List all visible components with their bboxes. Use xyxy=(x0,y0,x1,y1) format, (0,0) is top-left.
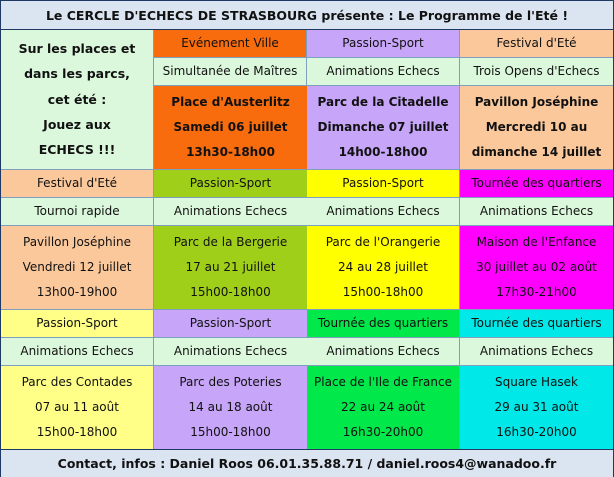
event-place: Maison de l'Enfance xyxy=(476,235,597,249)
event-details xyxy=(460,366,613,449)
event-header: Passion-Sport xyxy=(307,30,460,58)
event-details xyxy=(154,226,307,310)
event-date: 14 au 18 août xyxy=(188,400,273,414)
intro-line: ECHECS !!! xyxy=(38,142,116,158)
event-date: Dimanche 07 juillet xyxy=(317,120,449,134)
event-date: 07 au 11 août xyxy=(35,400,119,414)
event-type: Simultanée de Maîtres xyxy=(154,58,307,86)
event-place: Parc de l'Orangerie xyxy=(325,235,441,249)
event-header: Passion-Sport xyxy=(1,310,154,338)
intro-line: Sur les places et xyxy=(18,40,136,56)
program-grid xyxy=(1,30,613,449)
event-place: Place d'Austerlitz xyxy=(171,95,290,109)
event-hours: 15h00-18h00 xyxy=(190,285,271,299)
event-type: Trois Opens d'Echecs xyxy=(460,58,613,86)
event-type: Animations Echecs xyxy=(460,338,613,366)
event-details xyxy=(307,86,460,170)
event-hours: 14h00-18h00 xyxy=(338,145,428,159)
event-date: Mercredi 10 au xyxy=(485,120,588,134)
event-type: Animations Echecs xyxy=(307,58,460,86)
contact-footer: Contact, infos : Daniel Roos 06.01.35.88.71 / daniel.roos4@wanadoo.fr xyxy=(1,449,613,477)
event-hours: 17h30-21h00 xyxy=(496,285,577,299)
intro-line: dans les parcs, xyxy=(24,66,130,82)
event-date: Samedi 06 juillet xyxy=(173,120,288,134)
event-place: Parc des Contades xyxy=(21,375,133,389)
event-header: Passion-Sport xyxy=(154,310,307,338)
event-place: Pavillon Joséphine xyxy=(23,235,131,249)
event-details xyxy=(307,366,460,449)
event-date: 29 au 31 août xyxy=(494,400,579,414)
event-hours: 13h30-18h00 xyxy=(186,145,275,159)
event-header: Passion-Sport xyxy=(307,170,460,198)
event-details xyxy=(1,366,154,449)
event-date: 22 au 24 août xyxy=(341,400,425,414)
event-details xyxy=(460,226,613,310)
event-place: Place de l'Ile de France xyxy=(314,375,452,389)
event-date: 17 au 21 juillet xyxy=(185,260,276,274)
event-hours: 15h00-18h00 xyxy=(342,285,424,299)
event-hours: 13h00-19h00 xyxy=(36,285,118,299)
event-header: Evénement Ville xyxy=(154,30,307,58)
event-type: Animations Echecs xyxy=(460,198,613,226)
event-place: Parc des Poteries xyxy=(179,375,282,389)
event-header: Passion-Sport xyxy=(154,170,307,198)
event-place: Parc de la Citadelle xyxy=(317,95,449,109)
event-date: 30 juillet au 02 août xyxy=(476,260,597,274)
event-details xyxy=(154,366,307,449)
event-details xyxy=(154,86,307,170)
event-type: Animations Echecs xyxy=(307,198,460,226)
event-date: Vendredi 12 juillet xyxy=(22,260,132,274)
intro-line: Jouez aux xyxy=(43,117,111,133)
event-header: Festival d'Eté xyxy=(1,170,154,198)
event-type: Animations Echecs xyxy=(154,198,307,226)
event-header: Tournée des quartiers xyxy=(460,310,613,338)
event-details xyxy=(460,86,613,170)
event-hours: dimanche 14 juillet xyxy=(471,145,602,159)
event-details xyxy=(307,226,460,310)
event-place: Pavillon Joséphine xyxy=(474,95,599,109)
page-title: Le CERCLE D'ECHECS DE STRASBOURG présente : Le Programme de l'Eté ! xyxy=(1,1,613,30)
event-date: 24 au 28 juillet xyxy=(338,260,428,274)
event-hours: 16h30-20h00 xyxy=(342,425,424,439)
event-type: Animations Echecs xyxy=(1,338,154,366)
event-type: Animations Echecs xyxy=(154,338,307,366)
event-hours: 16h30-20h00 xyxy=(496,425,577,439)
event-header: Festival d'Eté xyxy=(460,30,613,58)
event-place: Parc de la Bergerie xyxy=(173,235,288,249)
event-header: Tournée des quartiers xyxy=(307,310,460,338)
event-hours: 15h00-18h00 xyxy=(190,425,271,439)
event-type: Tournoi rapide xyxy=(1,198,154,226)
intro-text xyxy=(1,30,154,170)
event-place: Square Hasek xyxy=(494,375,579,389)
event-hours: 15h00-18h00 xyxy=(36,425,118,439)
intro-line: cet été : xyxy=(47,91,107,107)
event-header: Tournée des quartiers xyxy=(460,170,613,198)
event-details xyxy=(1,226,154,310)
event-type: Animations Echecs xyxy=(307,338,460,366)
